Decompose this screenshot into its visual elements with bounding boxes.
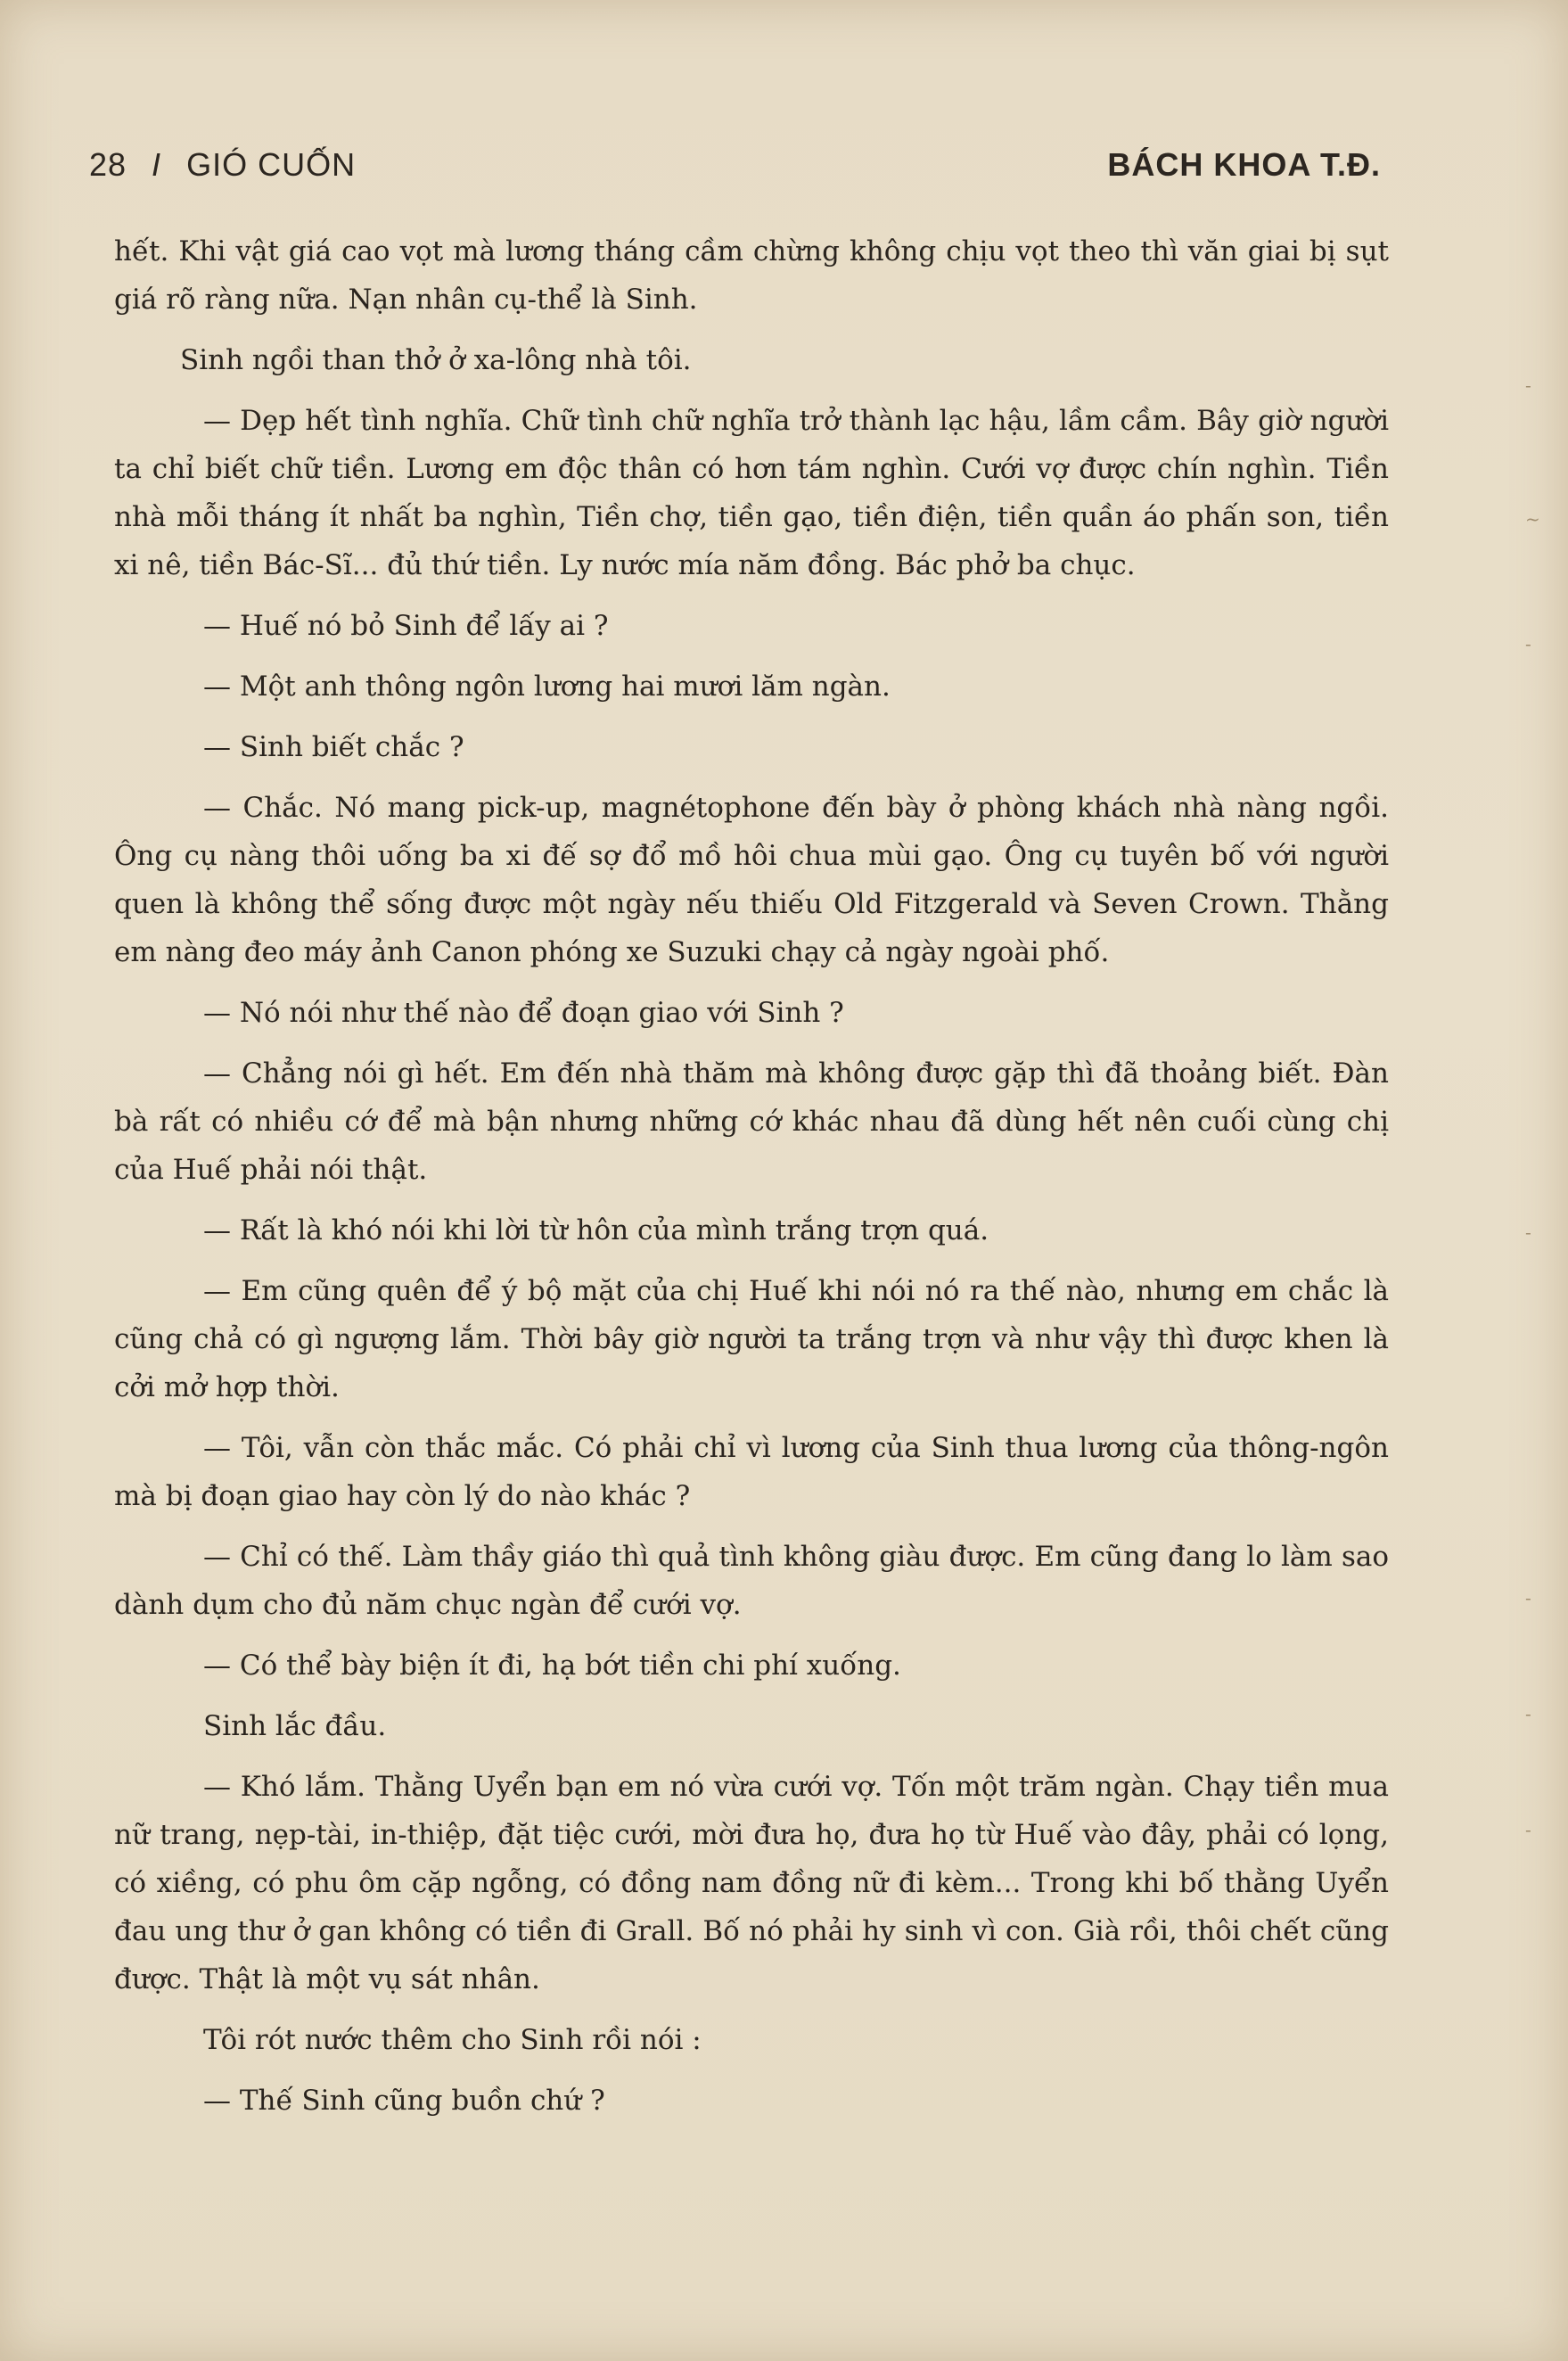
paragraph: — Thế Sinh cũng buồn chứ ? xyxy=(203,2085,605,2117)
margin-speck: - xyxy=(1525,1703,1531,1724)
paragraph: — Huế nó bỏ Sinh để lấy ai ? xyxy=(203,610,609,642)
paragraph: — Nó nói như thế nào để đoạn giao với Sinh ? xyxy=(203,997,844,1029)
paragraph: — Một anh thông ngôn lương hai mươi lăm ngàn. xyxy=(203,670,891,703)
margin-speck: - xyxy=(1525,633,1531,654)
margin-speck: ~ xyxy=(1525,508,1540,530)
paragraph: — Dẹp hết tình nghĩa. Chữ tình chữ nghĩa trở thành lạc hậu, lầm cầm. Bây giờ người ta chỉ biết chữ tiền. Lương em độc thân có hơn tám nghìn. Cưới vợ được chín nghìn. Tiền nhà mỗi tháng ít nhất ba nghìn, Tiền chợ, tiền gạo, tiền điện, tiền quần áo phấn son, tiền xi nê, tiền Bác-Sĩ... đủ thứ tiền. Ly nước mía năm đồng. Bác phở ba chục. xyxy=(114,405,1389,581)
paragraph: Sinh lắc đầu. xyxy=(203,1710,387,1742)
margin-speck: - xyxy=(1525,374,1531,396)
paragraph: — Khó lắm. Thằng Uyển bạn em nó vừa cưới vợ. Tốn một trăm ngàn. Chạy tiền mua nữ trang, nẹp-tài, in-thiệp, đặt tiệc cưới, mời đưa họ, đưa họ từ Huế vào đây, phải có lọng, có xiềng, có phu ôm cặp ngỗng, có đồng nam đồng nữ đi kèm... Trong khi bố thằng Uyển đau ung thư ở gan không có tiền đi Grall. Bố nó phải hy sinh vì con. Già rồi, thôi chết cũng được. Thật là một vụ sát nhân. xyxy=(114,1771,1389,1995)
paragraph: — Chỉ có thế. Làm thầy giáo thì quả tình không giàu được. Em cũng đang lo làm sao dành dụm cho đủ năm chục ngàn để cưới vợ. xyxy=(114,1541,1389,1621)
paragraph: — Tôi, vẫn còn thắc mắc. Có phải chỉ vì lương của Sinh thua lương của thông-ngôn mà bị đoạn giao hay còn lý do nào khác ? xyxy=(114,1432,1389,1512)
publication-name: BÁCH KHOA T.Đ. xyxy=(1107,146,1381,183)
paragraph: — Có thể bày biện ít đi, hạ bớt tiền chi phí xuống. xyxy=(203,1649,901,1682)
paragraph: — Rất là khó nói khi lời từ hôn của mình trắng trợn quá. xyxy=(203,1214,989,1246)
margin-speck: - xyxy=(1525,1819,1531,1840)
paragraph: — Chẳng nói gì hết. Em đến nhà thăm mà không được gặp thì đã thoảng biết. Đàn bà rất có nhiều cớ để mà bận nhưng những cớ khác nhau đã dùng hết nên cuối cùng chị của Huế phải nói thật. xyxy=(114,1057,1389,1186)
paragraph: — Sinh biết chắc ? xyxy=(203,731,464,763)
margin-speck: - xyxy=(1525,1222,1531,1243)
paragraph: — Chắc. Nó mang pick-up, magnétophone đến bày ở phòng khách nhà nàng ngồi. Ông cụ nàng thôi uống ba xi đế sợ đổ mồ hôi chua mùi gạo. Ông cụ tuyên bố với người quen là không thể sống được một ngày nếu thiếu Old Fitzgerald và Seven Crown. Thằng em nàng đeo máy ảnh Canon phóng xe Suzuki chạy cả ngày ngoài phố. xyxy=(114,792,1389,968)
margin-speck: - xyxy=(1525,1587,1531,1608)
running-header xyxy=(89,138,1381,192)
paragraph: Sinh ngồi than thở ở xa-lông nhà tôi. xyxy=(180,344,692,376)
page-number: 28 xyxy=(89,146,127,183)
section-title: GIÓ CUỐN xyxy=(186,146,357,183)
article-body xyxy=(114,227,1389,2137)
header-separator: I xyxy=(152,146,162,183)
paragraph: — Em cũng quên để ý bộ mặt của chị Huế khi nói nó ra thế nào, nhưng em chắc là cũng chả có gì ngượng lắm. Thời bây giờ người ta trắng trợn và như vậy thì được khen là cởi mở hợp thời. xyxy=(114,1275,1389,1403)
paragraph: Tôi rót nước thêm cho Sinh rồi nói : xyxy=(203,2024,702,2056)
paragraph: hết. Khi vật giá cao vọt mà lương tháng cầm chừng không chịu vọt theo thì văn giai bị sụt giá rõ ràng nữa. Nạn nhân cụ-thể là Sinh. xyxy=(114,235,1389,316)
header-left xyxy=(89,146,356,184)
